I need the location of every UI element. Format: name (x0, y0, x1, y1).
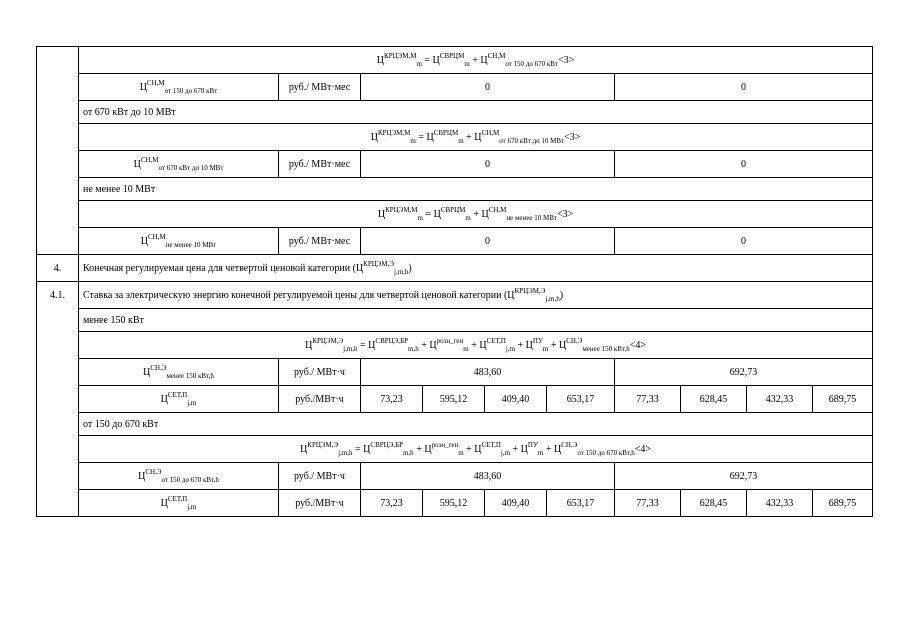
row-number-cell (37, 47, 79, 255)
unit-cell: руб./МВт·ч (279, 490, 361, 517)
value-cell: 483,60 (361, 463, 615, 490)
heading-text: Ставка за электрическую энергию конечной регулируемой цены для четвертой ценовой категории $(Ц^{КРЦЭМ,Э}_{j,m,h})$ (79, 282, 873, 309)
value-row (37, 151, 873, 178)
formula: $Ц^{КРЦЭМ,М}_m = Ц^{СВРЦМ}_m + Ц^{СН,М}_{от 670 кВт до 10 МВт}<3>$ (79, 124, 873, 151)
formula: $Ц^{КРЦЭМ,Э}_{j,m,h} = Ц^{СВРЦЭ,БР}_{m,h} + Ц^{розн\_ген}_m + Ц^{СЕТ,П}_{j,m} + Ц^{ПУ}_m + Ц^{СН,Э}_{от 150 до 670 кВт,h}<4>$ (79, 436, 873, 463)
unit-cell: руб./ МВт·мес (279, 228, 361, 255)
value-cell: 692,73 (615, 359, 873, 386)
value-cell: 0 (361, 228, 615, 255)
value-cell: 0 (361, 151, 615, 178)
value-cell: 483,60 (361, 359, 615, 386)
variable-label: $Ц^{СН,М}_{от 150 до 670 кВт}$ (79, 74, 279, 101)
unit-cell: руб./ МВт·ч (279, 359, 361, 386)
variable-label: $Ц^{СЕТ,П}_{j,m}$ (79, 386, 279, 413)
value-cell: 77,33 (615, 490, 681, 517)
section-row (37, 178, 873, 201)
value-cell: 628,45 (681, 490, 747, 517)
value-cell: 0 (615, 74, 873, 101)
unit-cell: руб./ МВт·мес (279, 151, 361, 178)
unit-cell: руб./ МВт·ч (279, 463, 361, 490)
value-cell: 432,33 (747, 386, 813, 413)
value-row (37, 74, 873, 101)
value-cell: 0 (361, 74, 615, 101)
unit-cell: руб./ МВт·мес (279, 74, 361, 101)
value-cell: 689,75 (813, 490, 873, 517)
value-cell: 409,40 (485, 490, 547, 517)
value-cell: 73,23 (361, 490, 423, 517)
value-cell: 0 (615, 151, 873, 178)
value-cell: 628,45 (681, 386, 747, 413)
section-label: от 670 кВт до 10 МВт (79, 101, 873, 124)
section-row (37, 413, 873, 436)
variable-label: $Ц^{СН,Э}_{менее 150 кВт,h}$ (79, 359, 279, 386)
value-row (37, 463, 873, 490)
value-cell: 409,40 (485, 386, 547, 413)
section-row (37, 309, 873, 332)
section-label: не менее 10 МВт (79, 178, 873, 201)
unit-cell: руб./МВт·ч (279, 386, 361, 413)
formula: $Ц^{КРЦЭМ,Э}_{j,m,h} = Ц^{СВРЦЭ,БР}_{m,h} + Ц^{розн\_ген}_m + Ц^{СЕТ,П}_{j,m} + Ц^{ПУ}_m + Ц^{СН,Э}_{менее 150 кВт,h}<4>$ (79, 332, 873, 359)
value-cell: 0 (615, 228, 873, 255)
value-cell: 432,33 (747, 490, 813, 517)
formula-row (37, 332, 873, 359)
formula: $Ц^{КРЦЭМ,М}_m = Ц^{СВРЦМ}_m + Ц^{СН,М}_{от 150 до 670 кВт}<3>$ (79, 47, 873, 74)
value-row (37, 490, 873, 517)
variable-label: $Ц^{СН,М}_{от 670 кВт до 10 МВт}$ (79, 151, 279, 178)
value-row (37, 386, 873, 413)
value-cell: 689,75 (813, 386, 873, 413)
heading-row (37, 282, 873, 309)
value-cell: 73,23 (361, 386, 423, 413)
heading-text: Конечная регулируемая цена для четвертой ценовой категории $(Ц^{КРЦЭМ,Э}_{j,m,h})$ (79, 255, 873, 282)
value-cell: 77,33 (615, 386, 681, 413)
value-cell: 653,17 (547, 386, 615, 413)
row-number: 4.1. (37, 282, 79, 517)
variable-label: $Ц^{СН,М}_{не менее 10 МВт}$ (79, 228, 279, 255)
variable-label: $Ц^{СН,Э}_{от 150 до 670 кВт,h}$ (79, 463, 279, 490)
formula: $Ц^{КРЦЭМ,М}_m = Ц^{СВРЦМ}_m + Ц^{СН,М}_{не менее 10 МВт}<3>$ (79, 201, 873, 228)
section-row (37, 101, 873, 124)
value-row (37, 359, 873, 386)
formula-row (37, 124, 873, 151)
section-label: менее 150 кВт (79, 309, 873, 332)
formula-row (37, 436, 873, 463)
heading-row (37, 255, 873, 282)
formula-row (37, 47, 873, 74)
value-cell: 595,12 (423, 490, 485, 517)
value-cell: 692,73 (615, 463, 873, 490)
value-cell: 595,12 (423, 386, 485, 413)
formula-row (37, 201, 873, 228)
row-number: 4. (37, 255, 79, 282)
variable-label: $Ц^{СЕТ,П}_{j,m}$ (79, 490, 279, 517)
tariff-table (36, 46, 873, 517)
value-cell: 653,17 (547, 490, 615, 517)
value-row (37, 228, 873, 255)
section-label: от 150 до 670 кВт (79, 413, 873, 436)
